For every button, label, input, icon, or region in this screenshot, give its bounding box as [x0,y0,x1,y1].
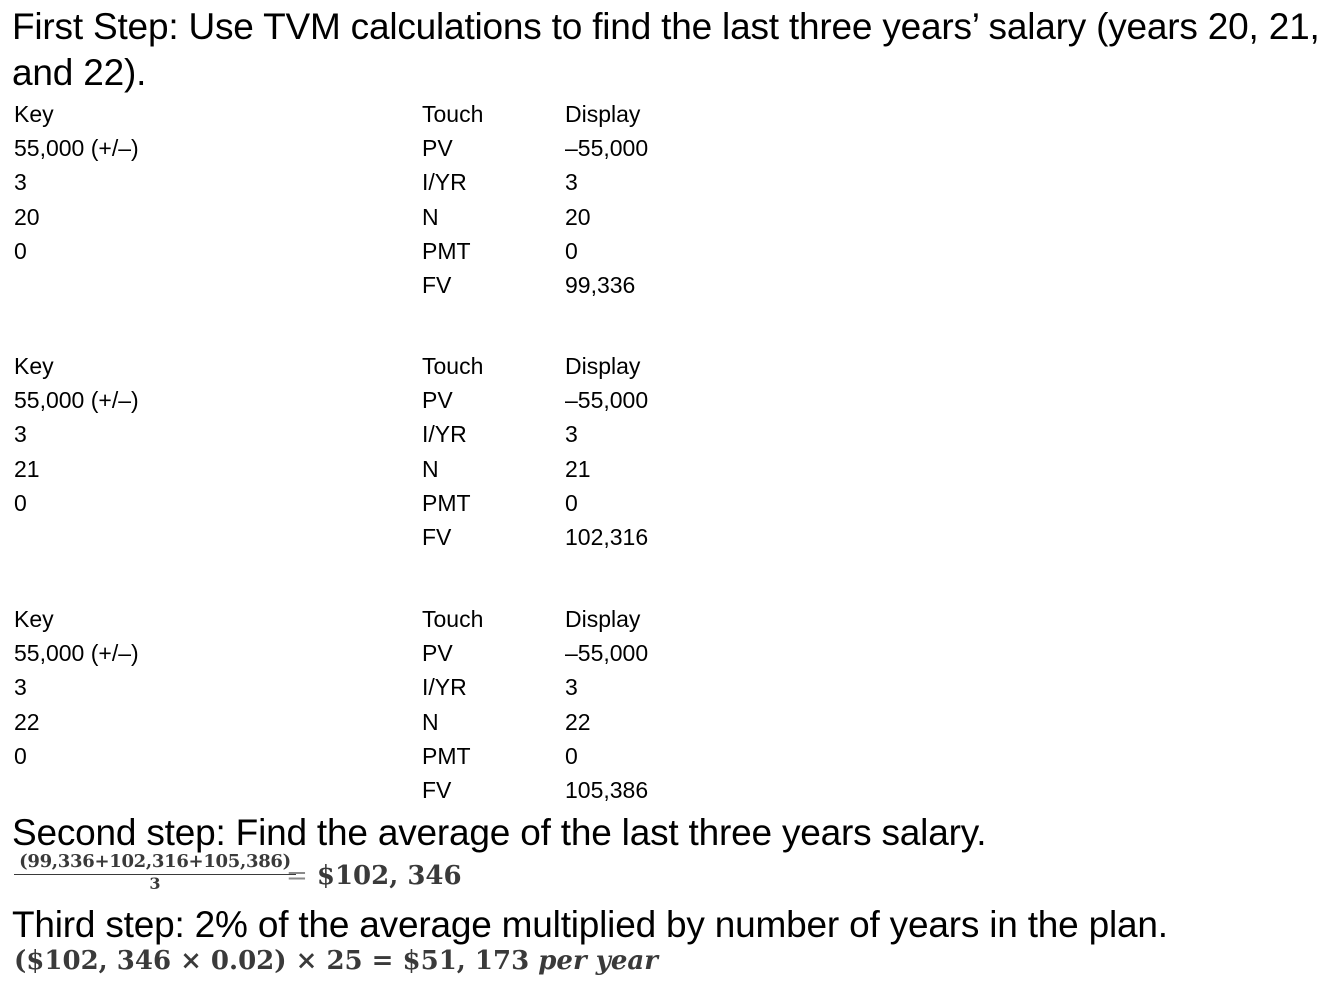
table-row-fv [14,520,714,554]
display-cell: 99,336 [565,271,636,298]
touch-cell: N [422,203,439,230]
display-cell: 105,386 [565,776,649,803]
key-column-header: Key [14,101,54,127]
key-cell: 55,000 (+/–) [14,640,139,667]
display-column-header: Display [565,101,641,127]
table-header-row [14,349,714,383]
display-cell: 22 [565,708,591,735]
touch-cell: N [422,708,439,735]
display-cell: –55,000 [565,640,649,667]
table-row-pv [14,383,714,417]
touch-cell: PV [422,640,453,667]
display-column-header: Display [565,606,641,632]
equals-sign: = [286,861,308,891]
display-cell: 3 [565,169,578,196]
touch-cell: N [422,455,439,482]
table-row-fv [14,773,714,807]
touch-cell: I/YR [422,674,467,701]
touch-cell: FV [422,523,452,550]
step-three-heading: Third step: 2% of the average multiplied by number of years in the plan. [12,904,1168,945]
display-cell: –55,000 [565,387,649,414]
fraction-denominator: 3 [149,874,161,893]
key-cell: 0 [14,742,27,769]
table-row-pv [14,636,714,670]
touch-cell: PMT [422,742,471,769]
table-header-row [14,97,714,131]
display-cell: 3 [565,421,578,448]
key-cell: 20 [14,203,40,230]
key-column-header: Key [14,606,54,632]
table-row-iyr [14,165,714,199]
touch-cell: FV [422,271,452,298]
table-row-pmt [14,739,714,773]
table-row-fv [14,268,714,302]
key-column-header: Key [14,353,54,379]
table-row-pv [14,131,714,165]
step-one-heading: First Step: Use TVM calculations to find the last three years’ salary (years 20, 21, and 22). [12,6,1320,93]
display-cell: 102,316 [565,523,649,550]
average-formula [14,851,514,901]
touch-cell: FV [422,776,452,803]
table-row-iyr [14,417,714,451]
fraction-numerator: (99,336+102,316+105,386) [19,851,291,872]
table-row-n [14,705,714,739]
key-cell: 22 [14,708,40,735]
table-row-pmt [14,486,714,520]
display-cell: 0 [565,742,578,769]
touch-cell: I/YR [422,421,467,448]
table-header-row [14,602,714,636]
pension-formula [14,944,658,978]
display-cell: –55,000 [565,135,649,162]
key-cell: 55,000 (+/–) [14,387,139,414]
table-row-pmt [14,234,714,268]
tvm-table-year-22 [14,602,714,807]
display-column-header: Display [565,353,641,379]
touch-cell: PMT [422,489,471,516]
display-cell: 21 [565,455,591,482]
touch-column-header: Touch [422,101,484,127]
average-fraction [14,851,296,893]
touch-cell: PV [422,135,453,162]
key-cell: 55,000 (+/–) [14,135,139,162]
touch-column-header: Touch [422,353,484,379]
key-cell: 3 [14,169,27,196]
display-cell: 20 [565,203,591,230]
average-result [286,860,462,892]
tvm-table-year-20 [14,97,714,302]
pension-expression: ($102, 346 × 0.02) × 25 = $51, 173 [14,946,530,976]
key-cell: 0 [14,237,27,264]
table-row-iyr [14,670,714,704]
touch-cell: I/YR [422,169,467,196]
touch-cell: PV [422,387,453,414]
step-two-heading: Second step: Find the average of the last three years salary. [12,812,987,853]
key-cell: 3 [14,421,27,448]
touch-cell: PMT [422,237,471,264]
average-value: $102, 346 [316,861,462,891]
key-cell: 21 [14,455,40,482]
table-row-n [14,452,714,486]
pension-unit: per year [538,946,658,976]
display-cell: 0 [565,237,578,264]
tvm-table-year-21 [14,349,714,554]
display-cell: 0 [565,489,578,516]
key-cell: 3 [14,674,27,701]
table-row-n [14,200,714,234]
touch-column-header: Touch [422,606,484,632]
display-cell: 3 [565,674,578,701]
key-cell: 0 [14,489,27,516]
